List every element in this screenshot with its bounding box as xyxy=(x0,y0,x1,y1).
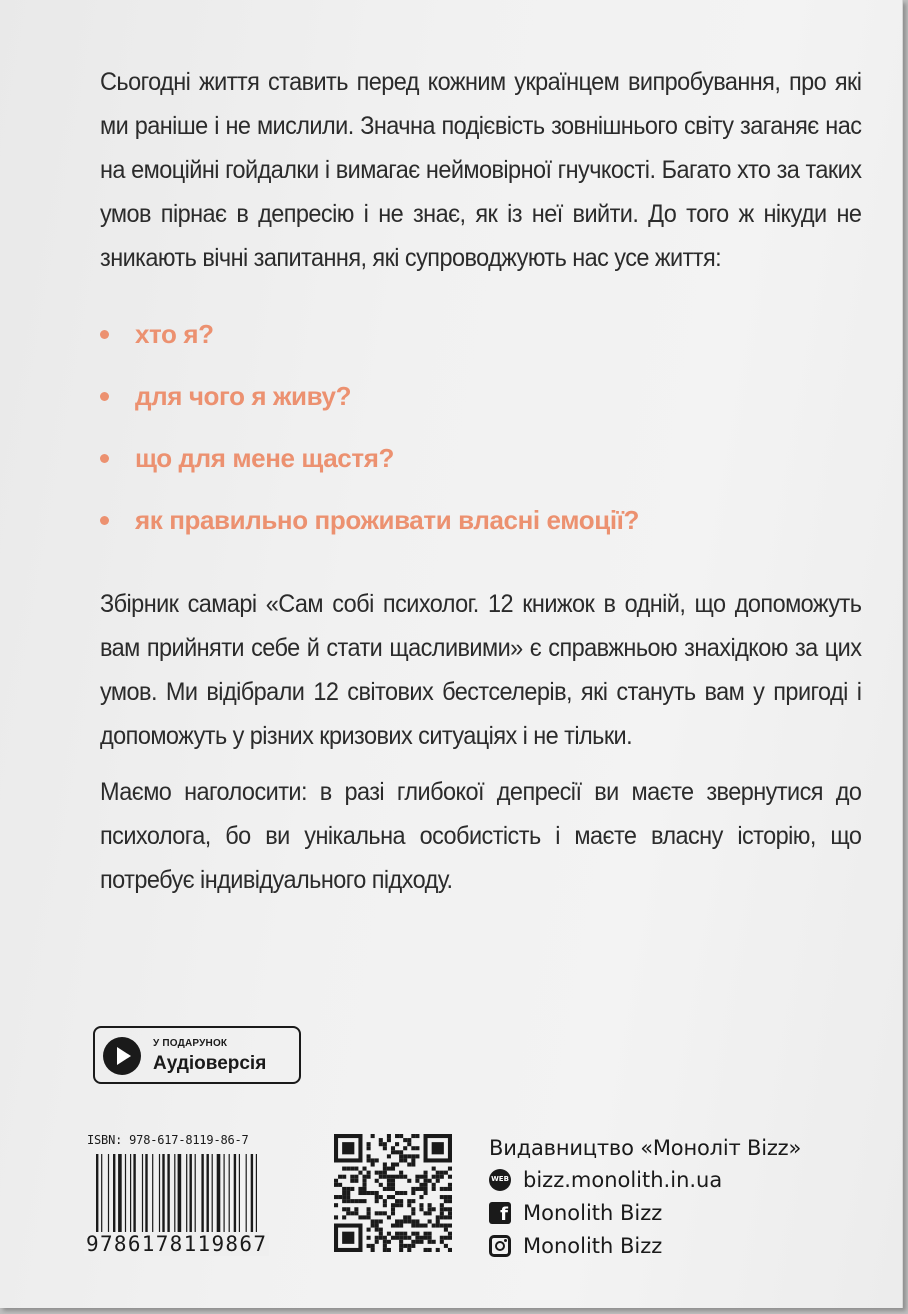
audio-badge-caption: У ПОДАРУНОК xyxy=(153,1038,228,1049)
instagram-icon xyxy=(489,1235,511,1257)
list-item xyxy=(100,498,639,560)
warning-paragraph: Маємо наголосити: в разі глибокої депресії ви маєте звернутися до психолога, бо ви унікальна особистість і маєте власну історію, що потребує індивідуального підходу. xyxy=(100,778,862,894)
intro-paragraph: Сьогодні життя ставить перед кожним українцем випробування, про які ми раніше і не мислили. Значна подієвість зовнішнього світу заганяє нас на емоційні гойдалки і вимагає неймовірної гнучкості. Багато хто за таких умов пірнає в депресію і не знає, як із неї вийти. До того ж нікуди не зникають вічні запитання, які супроводжують нас усе життя: xyxy=(100,68,862,272)
bullet-icon xyxy=(100,392,109,401)
questions-list xyxy=(100,312,639,560)
facebook-row[interactable] xyxy=(489,1196,801,1229)
list-item xyxy=(100,374,639,436)
audio-badge-title: Аудіоверсія xyxy=(153,1053,267,1074)
bullet-icon xyxy=(100,454,109,463)
list-item xyxy=(100,436,639,498)
publisher-info xyxy=(489,1133,801,1262)
instagram-row[interactable] xyxy=(489,1229,801,1262)
facebook-icon: f xyxy=(489,1202,511,1224)
bullet-icon xyxy=(100,330,109,339)
audio-version-badge[interactable] xyxy=(93,1026,301,1084)
question-text: що для мене щастя? xyxy=(135,443,394,473)
facebook-link[interactable]: Monolith Bizz xyxy=(523,1200,663,1225)
barcode xyxy=(96,1154,302,1244)
barcode-digits: 9786178119867 xyxy=(86,1232,268,1256)
qr-code[interactable] xyxy=(334,1134,452,1252)
question-text: як правильно проживати власні емоції? xyxy=(135,505,640,535)
website-row[interactable] xyxy=(489,1163,801,1196)
question-text: хто я? xyxy=(135,319,214,349)
bullet-icon xyxy=(100,516,109,525)
isbn-label: ISBN: 978-617-8119-86-7 xyxy=(87,1133,249,1147)
collection-paragraph: Збірник самарі «Сам собі психолог. 12 книжок в одній, що допоможуть вам прийняти себе й стати щасливими» є справжньою знахідкою за цих умов. Ми відібрали 12 світових бестселерів, які стануть вам у пригоді і допоможуть у різних кризових ситуаціях і не тільки. xyxy=(100,590,862,750)
play-icon xyxy=(103,1037,141,1075)
web-icon xyxy=(489,1169,511,1191)
instagram-link[interactable]: Monolith Bizz xyxy=(523,1233,663,1258)
website-link[interactable]: bizz.monolith.in.ua xyxy=(523,1167,723,1192)
question-text: для чого я живу? xyxy=(135,381,352,411)
publisher-name: Видавництво «Моноліт Bizz» xyxy=(489,1136,802,1160)
list-item xyxy=(100,312,639,374)
